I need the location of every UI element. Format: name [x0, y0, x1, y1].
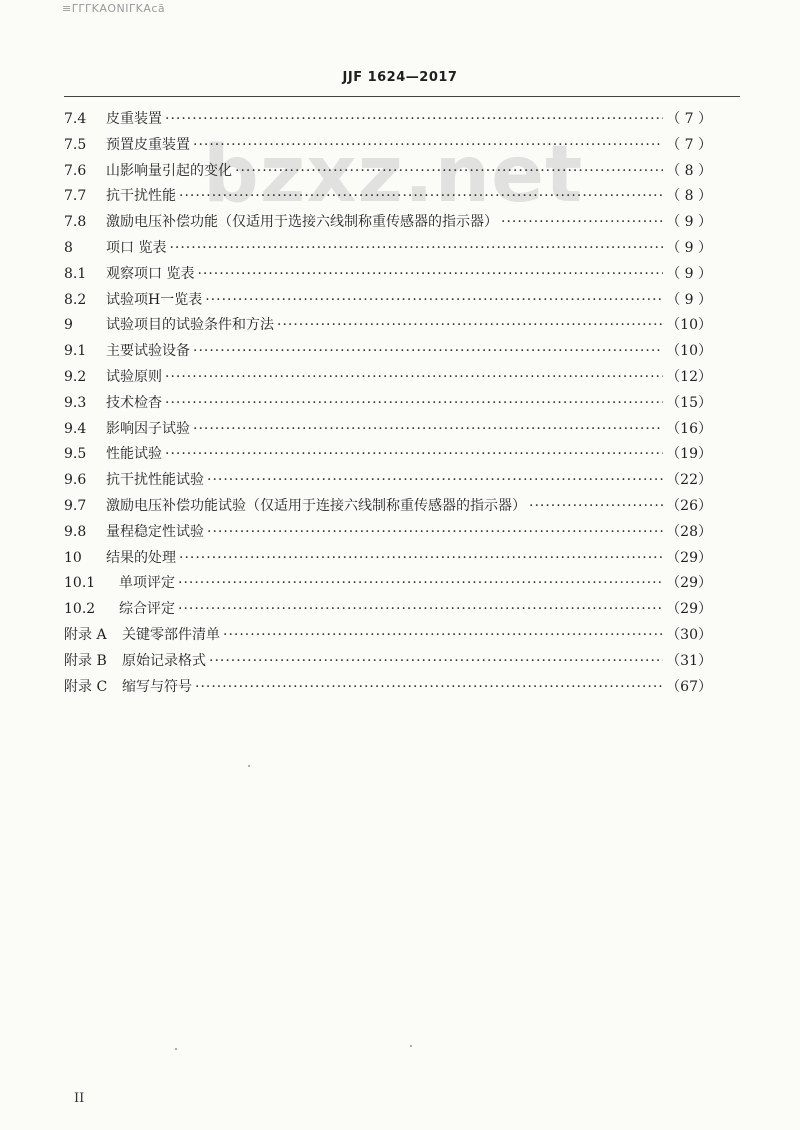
toc-entry[interactable]: [64, 443, 712, 469]
dot-leader: [193, 421, 663, 437]
toc-entry-page: （ 7 ）: [666, 136, 712, 153]
toc-entry-page: （28）: [666, 523, 712, 540]
toc-entry-page: （16）: [666, 420, 712, 437]
toc-entry[interactable]: [64, 108, 712, 134]
corner-scan-mark: ≡ΓΓΓΚΑΟΝΙΓΚΑcā: [62, 2, 166, 15]
toc-entry-number: 7.6: [64, 162, 87, 179]
toc-entry-number: 9.7: [64, 497, 87, 514]
toc-entry-number: 9.2: [64, 368, 87, 385]
toc-entry[interactable]: [64, 418, 712, 444]
dot-leader: [209, 653, 663, 669]
toc-entry-title: 单项评定: [119, 575, 175, 592]
toc-entry-number: 9: [64, 317, 73, 334]
dot-leader: [207, 524, 663, 540]
dot-leader: [501, 214, 663, 230]
toc-entry-title: 技术检杳: [106, 394, 162, 411]
toc-entry-number: 7.4: [64, 111, 87, 127]
toc-entry-title: 抗干扰性能: [106, 188, 176, 205]
dot-leader: [178, 575, 663, 591]
toc-entry[interactable]: [64, 263, 712, 289]
toc-entry[interactable]: [64, 366, 712, 392]
toc-entry-page: （10）: [666, 343, 712, 360]
dot-leader: [165, 111, 663, 127]
toc-entry-page: （15）: [666, 394, 712, 411]
header-rule: [64, 96, 740, 97]
toc-entry-title: 综合评定: [119, 601, 175, 618]
toc-entry[interactable]: [64, 469, 712, 495]
toc-entry-title: 试验原则: [106, 368, 162, 385]
toc-entry-number: 9.4: [64, 420, 87, 437]
table-of-contents: [64, 108, 712, 701]
toc-entry[interactable]: [64, 340, 712, 366]
toc-entry-page: （29）: [666, 575, 712, 592]
toc-entry-title: 原始记录格式: [122, 652, 206, 669]
toc-entry-number: 附录 B: [64, 652, 107, 669]
toc-entry[interactable]: [64, 572, 712, 598]
toc-entry-page: （67）: [666, 678, 712, 695]
toc-entry-title: 观察项口 览表: [106, 265, 195, 282]
toc-entry-title: 激励电压补偿功能（仅适用于选接六线制称重传感器的指示器）: [106, 214, 498, 231]
dot-leader: [529, 498, 663, 514]
toc-entry-page: （22）: [666, 472, 712, 489]
dot-leader: [178, 601, 663, 617]
scan-speck: [248, 765, 250, 767]
toc-entry-page: （30）: [666, 626, 712, 643]
toc-entry[interactable]: [64, 495, 712, 521]
toc-entry-number: 10.1: [64, 575, 96, 592]
dot-leader: [205, 292, 663, 308]
toc-entry-number: 9.1: [64, 343, 87, 360]
toc-entry-title: 缩写与符号: [122, 678, 192, 695]
toc-entry-page: （31）: [666, 652, 712, 669]
toc-entry[interactable]: [64, 676, 712, 702]
toc-entry[interactable]: [64, 211, 712, 237]
toc-entry-number: 9.8: [64, 523, 87, 540]
toc-entry-number: 9.5: [64, 446, 87, 463]
toc-entry-title: 激励电压补偿功能试验（仅适用于连接六线制称重传感器的指示器）: [106, 497, 526, 514]
toc-entry-title: 影响因子试验: [106, 420, 190, 437]
toc-entry-page: （ 8 ）: [666, 188, 712, 205]
toc-entry[interactable]: [64, 392, 712, 418]
toc-entry-number: 7.5: [64, 136, 87, 153]
dot-leader: [179, 188, 663, 204]
toc-entry-title: 抗干扰性能试验: [106, 472, 204, 489]
toc-entry-page: （ 9 ）: [666, 291, 712, 308]
toc-entry-number: 附录 C: [64, 678, 108, 695]
dot-leader: [165, 446, 663, 462]
dot-leader: [169, 240, 663, 256]
dot-leader: [235, 163, 663, 179]
dot-leader: [165, 395, 663, 411]
scan-speck: [175, 1048, 177, 1050]
toc-entry-number: 8.1: [64, 265, 87, 282]
toc-entry-title: 预置皮重装置: [106, 136, 190, 153]
toc-entry-page: （ 9 ）: [666, 239, 712, 256]
toc-entry-number: 10: [64, 549, 82, 566]
dot-leader: [193, 137, 663, 153]
toc-entry-title: 性能试验: [106, 446, 162, 463]
toc-entry[interactable]: [64, 650, 712, 676]
page-folio: II: [74, 1091, 85, 1106]
toc-entry[interactable]: [64, 160, 712, 186]
toc-entry-title: 山影响量引起的变化: [106, 162, 232, 179]
toc-entry[interactable]: [64, 237, 712, 263]
toc-entry-page: （10）: [666, 317, 712, 334]
toc-entry[interactable]: [64, 185, 712, 211]
dot-leader: [193, 343, 663, 359]
toc-entry-title: 试验项H一览表: [106, 291, 203, 308]
toc-entry-number: 9.3: [64, 394, 87, 411]
toc-entry-number: 8: [64, 239, 73, 256]
toc-entry[interactable]: [64, 624, 712, 650]
toc-entry-page: （19）: [666, 446, 712, 463]
toc-entry-number: 8.2: [64, 291, 87, 308]
toc-entry-title: 项口 览表: [106, 239, 167, 256]
scan-speck: [410, 1045, 412, 1047]
toc-entry-title: 结果的处理: [106, 549, 176, 566]
watermark: bzxz.net: [203, 130, 584, 220]
toc-entry-number: 9.6: [64, 472, 87, 489]
dot-leader: [179, 550, 663, 566]
toc-entry-title: 试验项目的试验条件和方法: [106, 317, 274, 334]
toc-entry[interactable]: [64, 521, 712, 547]
toc-entry-title: 量程稳定性试验: [106, 523, 204, 540]
toc-entry[interactable]: [64, 547, 712, 573]
toc-entry-page: （29）: [666, 549, 712, 566]
dot-leader: [195, 679, 663, 695]
toc-entry[interactable]: [64, 289, 712, 315]
dot-leader: [277, 317, 663, 333]
toc-entry-title: 关键零部件清单: [122, 626, 220, 643]
toc-entry-title: 皮重装置: [106, 111, 162, 127]
toc-entry-page: （ 7 ）: [666, 111, 712, 127]
toc-entry-number: 7.8: [64, 214, 87, 231]
toc-entry-number: 10.2: [64, 601, 96, 618]
toc-entry-number: 7.7: [64, 188, 87, 205]
toc-entry-page: （ 8 ）: [666, 162, 712, 179]
toc-entry[interactable]: [64, 134, 712, 160]
toc-entry-page: （12）: [666, 368, 712, 385]
toc-entry-page: （29）: [666, 601, 712, 618]
dot-leader: [223, 627, 663, 643]
toc-entry-page: （ 9 ）: [666, 265, 712, 282]
dot-leader: [197, 266, 663, 282]
toc-entry-page: （ 9 ）: [666, 214, 712, 231]
page-header: JJF 1624—2017: [342, 70, 458, 85]
toc-entry-title: 主要试验设备: [106, 343, 190, 360]
toc-entry-number: 附录 A: [64, 626, 107, 643]
dot-leader: [207, 472, 663, 488]
toc-entry[interactable]: [64, 598, 712, 624]
dot-leader: [165, 369, 663, 385]
toc-entry-page: （26）: [666, 497, 712, 514]
toc-entry[interactable]: [64, 314, 712, 340]
